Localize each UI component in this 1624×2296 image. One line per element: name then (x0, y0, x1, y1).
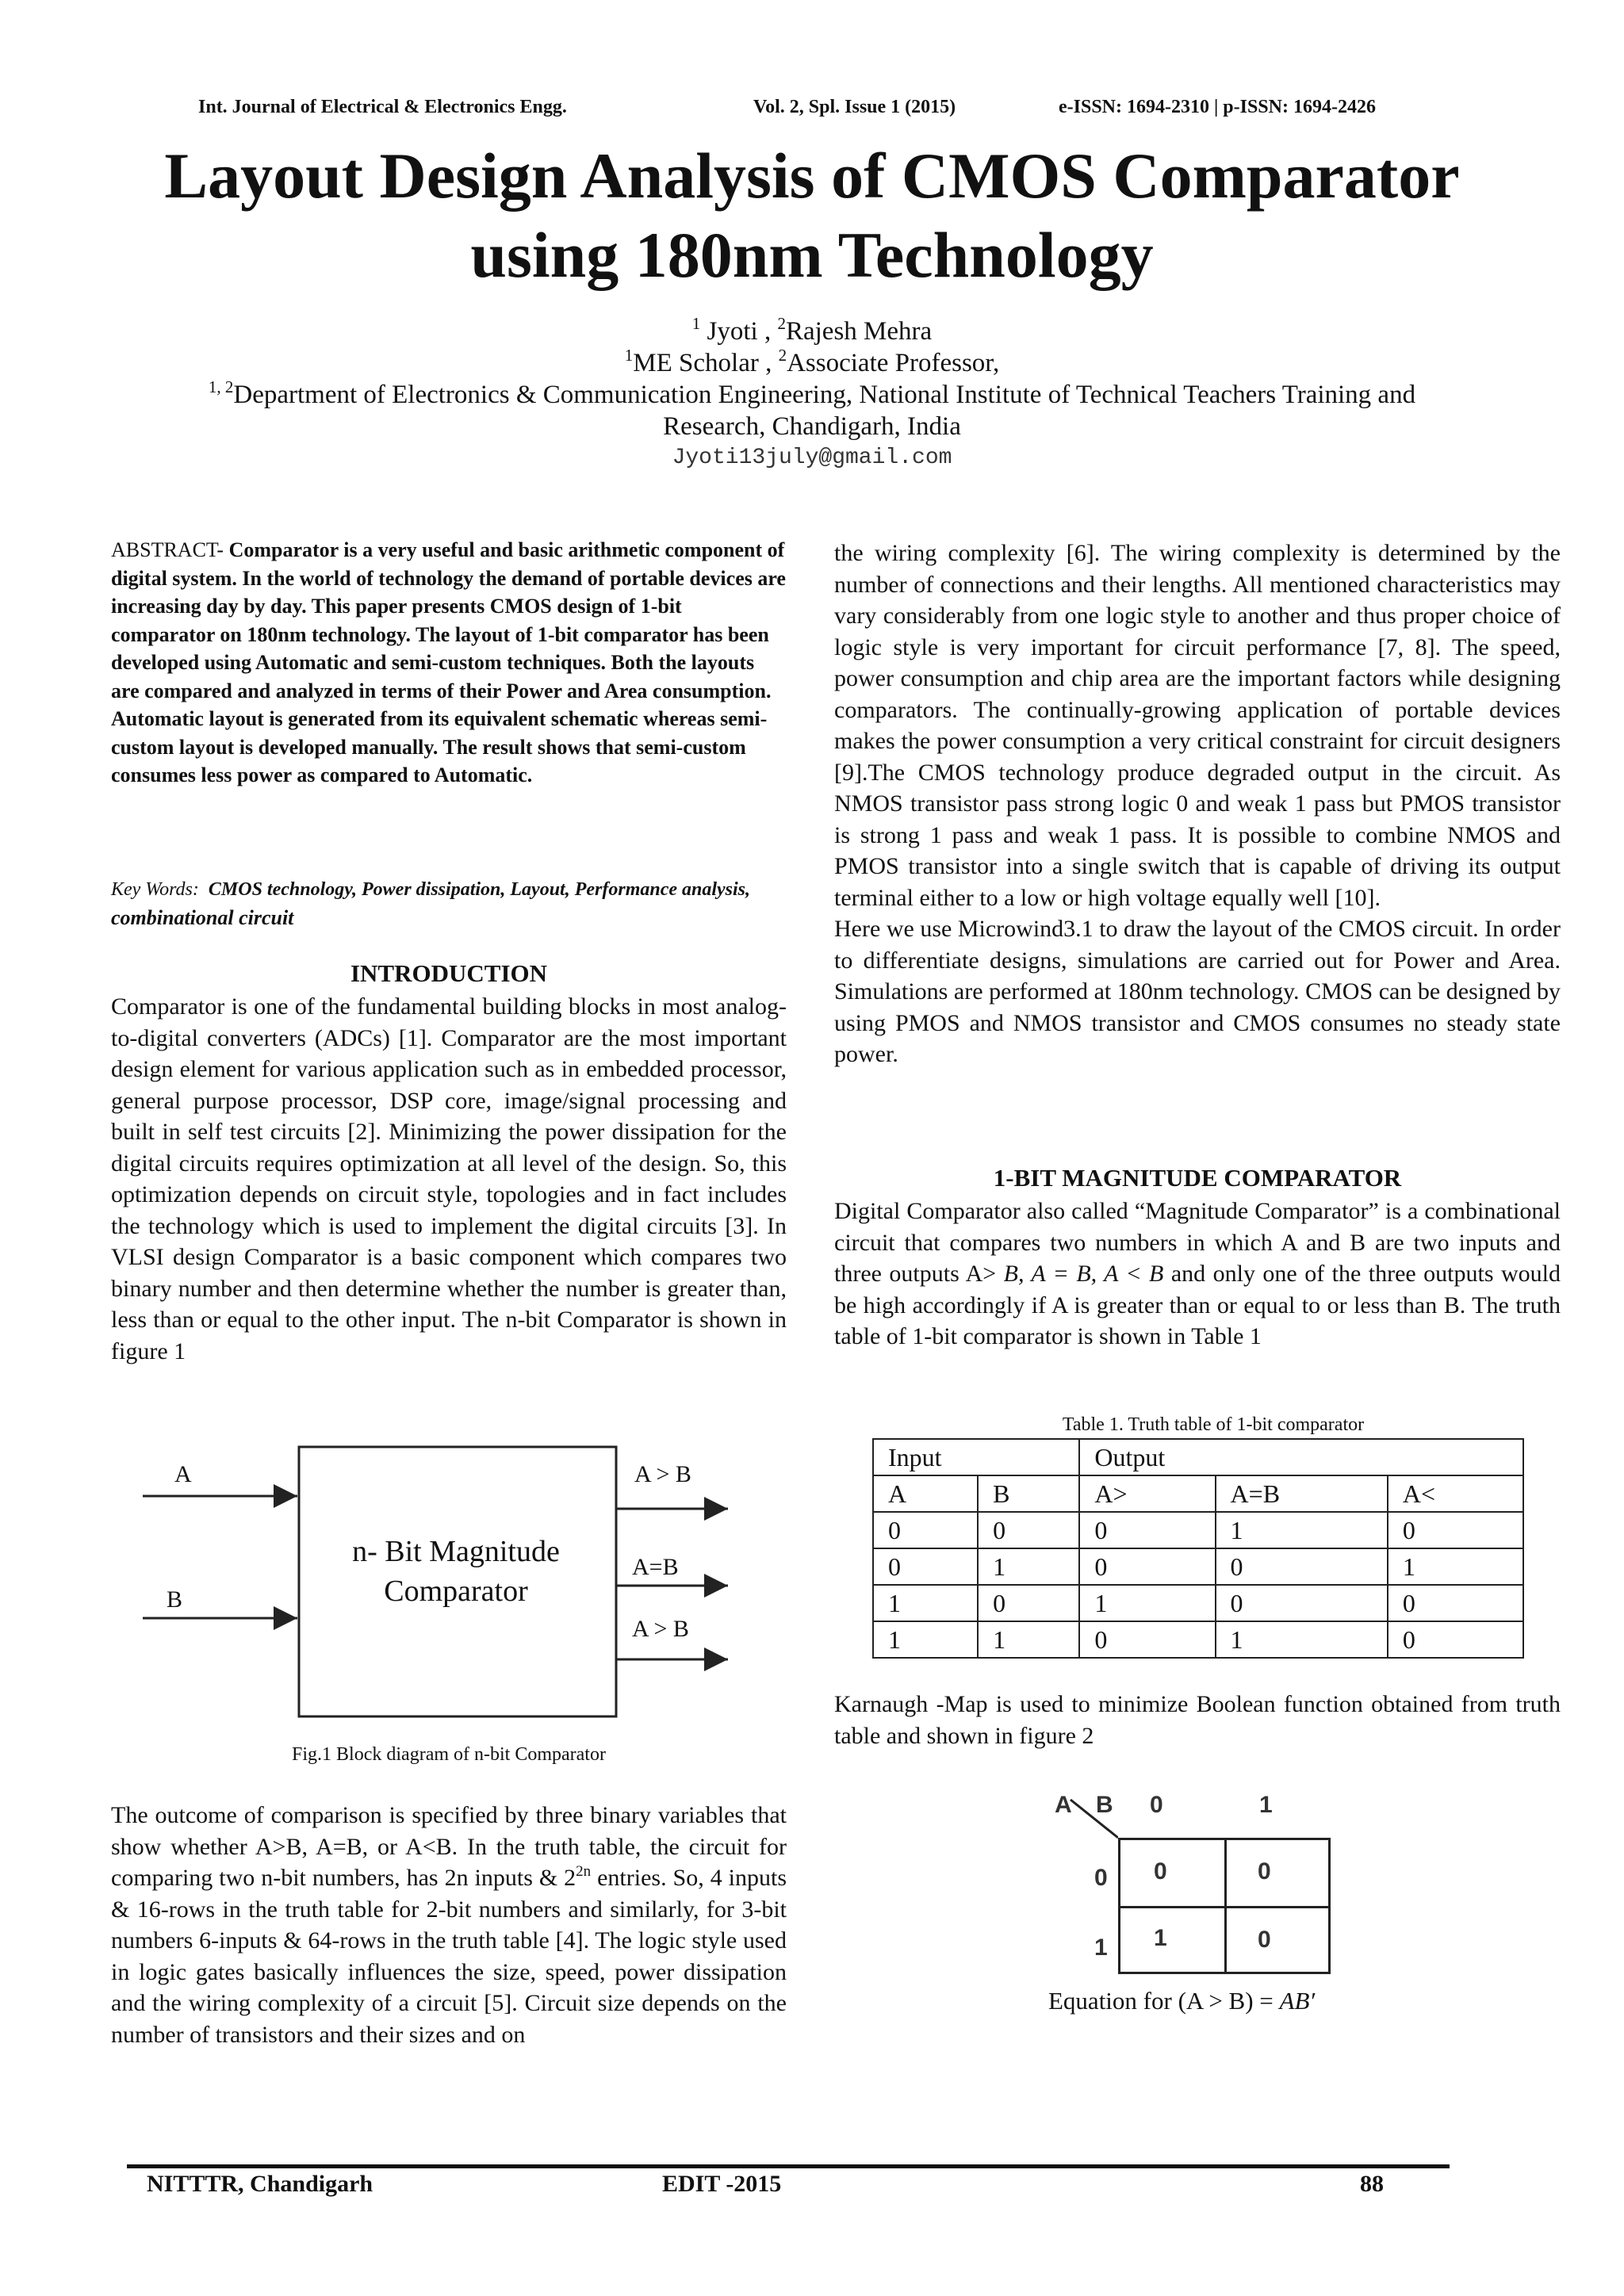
table-row (873, 1621, 1523, 1658)
kmap-row-label: 0 (1094, 1865, 1108, 1891)
introduction-heading: INTRODUCTION (350, 959, 548, 987)
paper-title (79, 136, 1545, 295)
table-cell: 1 (1216, 1512, 1388, 1548)
output-eq-label: A=B (632, 1554, 679, 1580)
table-cell: 0 (1079, 1548, 1215, 1585)
input-a-label: A (174, 1461, 192, 1487)
abstract (111, 536, 787, 790)
table-cell: 1 (1216, 1621, 1388, 1658)
wiring-paragraph: the wiring complexity [6]. The wiring complexity is determined by the number of connections and their lengths. All mentioned characteristics may vary considerably from one logic style to another and thus proper choice of logic style is very important for circuit performance [7, 8]. The speed, power consumption and chip area are the important factors while designing comparators. The continually-growing application of portable devices makes the power consumption a very critical constraint for circuit designers [9].The CMOS technology produce degraded output in the circuit. As NMOS transistor pass strong logic 0 and weak 1 pass but PMOS transistor is strong 1 pass and weak 1 pass. It is possible to combine NMOS and PMOS transistor into a single switch that is capable of driving its output terminal either to a low or high voltage equally well [10]. (834, 540, 1561, 911)
kmap-cell: 0 (1154, 1858, 1167, 1885)
comparator-heading: 1-BIT MAGNITUDE COMPARATOR (993, 1164, 1402, 1192)
table-cell: 1 (873, 1585, 978, 1621)
equation-a-gt-b: Equation for (A > B) = AB′ (1048, 1987, 1316, 2015)
table-cell: 0 (1079, 1512, 1215, 1548)
microwind-paragraph: Here we use Microwind3.1 to draw the layout of the CMOS circuit. In order to differentiate designs, simulations are carried out for Power and Area. Simulations are performed at 180nm technology. CMOS can be designed by using PMOS and NMOS transistor and CMOS consumes no steady state power. (834, 916, 1561, 1067)
table-group-header-row (873, 1439, 1523, 1475)
author-block (79, 316, 1545, 474)
comparator-box-label: n- Bit Magnitude Comparator (352, 1535, 560, 1608)
kmap-description: Karnaugh -Map is used to minimize Boolean function obtained from truth table and shown in figure 2 (834, 1691, 1561, 1749)
table-column-header-row (873, 1475, 1523, 1512)
table-row (873, 1512, 1523, 1548)
table-cell: 1 (978, 1548, 1079, 1585)
table-cell: 0 (1388, 1585, 1523, 1621)
kmap-grid (1118, 1838, 1331, 1974)
footer-edition: EDIT -2015 (662, 2171, 782, 2197)
title-line-1: Layout Design Analysis of CMOS Comparator (164, 140, 1460, 212)
kmap-cell: 0 (1258, 1858, 1271, 1885)
table-cell: 0 (1388, 1512, 1523, 1548)
abstract-text: Comparator is a very useful and basic arithmetic component of digital system. In the world of technology the demand of portable devices are increasing day by day. This paper presents CMOS design of 1-bit comparator on 180nm technology. The layout of 1-bit comparator has been developed using Automatic and semi-custom techniques. Both the layouts are compared and analyzed in terms of their Power and Area consumption. Automatic layout is generated from its equivalent schematic whereas semi-custom layout is developed manually. The result shows that semi-custom consumes less power as compared to Automatic. (111, 538, 786, 786)
input-b-label: B (167, 1586, 183, 1613)
table-cell: 0 (1216, 1585, 1388, 1621)
kmap-col-variable: B (1096, 1792, 1113, 1818)
footer-divider (127, 2164, 1450, 2168)
table-cell: 0 (1079, 1621, 1215, 1658)
table-cell: 0 (978, 1585, 1079, 1621)
column-header: A< (1388, 1475, 1523, 1512)
abstract-label: ABSTRACT- (111, 538, 229, 561)
output-group-header: Output (1079, 1439, 1523, 1475)
table-row (873, 1585, 1523, 1621)
affiliation-line-2: Research, Chandigarh, India (663, 412, 961, 441)
kmap-cell: 1 (1154, 1925, 1167, 1951)
table-cell: 1 (1079, 1585, 1215, 1621)
table-cell: 1 (978, 1621, 1079, 1658)
table-row (873, 1548, 1523, 1585)
table-cell: 0 (873, 1512, 978, 1548)
right-column-intro (834, 538, 1561, 1070)
kmap-col-label: 0 (1150, 1792, 1163, 1818)
introduction-text: Comparator is one of the fundamental building blocks in most analog-to-digital converters (ADCs) [1]. Comparator are the most important design element for various application such as in embedded processor, general purpose processor, DSP core, image/signal processing and built in self test circuits [2]. Minimizing the power dissipation for the digital circuits requires optimization at all level of the design. So, this optimization depends on circuit style, topologies and in fact includes the technology which is used to implement the digital circuits [3]. In VLSI design Comparator is a basic component which compares two binary number and then determine whether the number is greater than, less than or equal to the other input. The n-bit Comparator is shown in figure 1 (111, 993, 787, 1364)
kmap-col-label: 1 (1259, 1792, 1273, 1818)
comparator-text: Digital Comparator also called “Magnitude Comparator” is a combinational circuit that compares two numbers in which A and B are two inputs and three outputs A> B, A = B, A < B and only one of the three outputs would be high accordingly if A is greater than or equal to or less than B. The truth table of 1-bit comparator is shown in Table 1 (834, 1198, 1561, 1349)
column-header: B (978, 1475, 1079, 1512)
figure-1-block-diagram (143, 1431, 761, 1732)
page-number: 88 (1360, 2171, 1384, 2197)
author-names: $^1$ Jyoti , $^2$Rajesh Mehra (691, 314, 933, 346)
input-group-header: Input (873, 1439, 1079, 1475)
affiliation: $^{1, 2}$Department of Electronics & Communication Engineering, National Institute of Technical Teachers Training and (208, 377, 1416, 409)
truth-table (872, 1438, 1524, 1659)
kmap-row-variable: A (1055, 1792, 1072, 1818)
table-cell: 0 (978, 1512, 1079, 1548)
table-cell: 1 (1388, 1548, 1523, 1585)
running-header (198, 97, 1435, 128)
table-cell: 0 (1388, 1621, 1523, 1658)
column-header: A=B (1216, 1475, 1388, 1512)
output-gt-label: A > B (634, 1461, 691, 1487)
keywords-label: Key Words: (111, 879, 199, 900)
table-1-caption: Table 1. Truth table of 1-bit comparator (1062, 1414, 1365, 1435)
title-line-2: using 180nm Technology (470, 219, 1154, 291)
keywords-text: CMOS technology, Power dissipation, Layout, Performance analysis, (208, 879, 751, 900)
karnaugh-map (1055, 1784, 1388, 1990)
outcome-text: The outcome of comparison is specified by three binary variables that show whether A>B, A=B, or A<B. In the truth table, the circuit for comparing two n-bit numbers, has 2n inputs & $2^{2n}$ entries. So, 4 inputs & 16-rows in the truth table for 2-bit numbers and similarly, for 3-bit numbers 6-inputs & 64-rows in the truth table [4]. The logic style used in logic gates basically influences the size, speed, power dissipation and the wiring complexity of a circuit [5]. Circuit size depends on the number of transistors and their sizes and on (111, 1802, 787, 2048)
keywords: Key Words: CMOS technology, Power dissipation, Layout, Performance analysis, combinational circuit (111, 879, 751, 929)
author-roles: $^1$ME Scholar , $^2$Associate Professor, (624, 346, 1000, 377)
author-email[interactable]: Jyoti13july@gmail.com (672, 446, 952, 470)
column-header: A (873, 1475, 978, 1512)
footer-institution: NITTTR, Chandigarh (147, 2171, 373, 2197)
figure-1-caption: Fig.1 Block diagram of n-bit Comparator (292, 1744, 606, 1765)
table-cell: 0 (873, 1548, 978, 1585)
kmap-cell: 0 (1258, 1927, 1271, 1953)
volume-info: Vol. 2, Spl. Issue 1 (2015) (753, 97, 956, 117)
kmap-row-label: 1 (1094, 1934, 1108, 1961)
output-lt-label: A > B (632, 1616, 689, 1642)
issn-info: e-ISSN: 1694-2310 | p-ISSN: 1694-2426 (1059, 97, 1376, 117)
journal-name: Int. Journal of Electrical & Electronics Engg. (198, 97, 567, 117)
column-header: A> (1079, 1475, 1215, 1512)
table-cell: 1 (873, 1621, 978, 1658)
table-cell: 0 (1216, 1548, 1388, 1585)
